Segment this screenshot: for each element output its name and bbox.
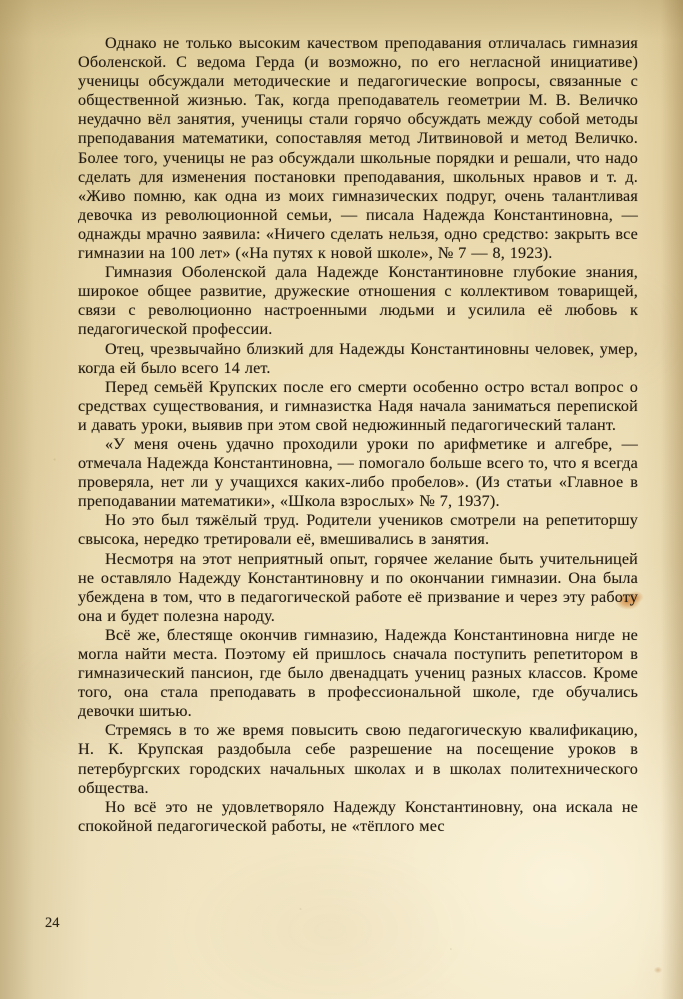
paragraph: Но всё это не удовлетворяло Надежду Константиновну, она искала не спокойной педагогической работы, не «тёплого мес [78,797,638,835]
paragraph: Однако не только высоким качеством преподавания отличалась гимназия Оболенской. С ведома Герда (и возможно, по его негласной инициативе) ученицы обсуждали методические и педагогические вопросы, связанные с общественной жизнью. Так, когда преподаватель геометрии М. В. Величко неудачно вёл занятия, ученицы стали горячо обсуждать между собой методы преподавания математики, сопоставляя метод Литвиновой и метод Величко. Более того, ученицы не раз обсуждали школьные порядки и решали, что надо сделать для изменения постановки преподавания, школьных нравов и т. д. «Живо помню, как одна из моих гимназических подруг, очень талантливая девочка из революционной семьи, — писала Надежда Константиновна, — однажды мрачно заявила: «Ничего сделать нельзя, одно средство: закрыть все гимназии на 100 лет» («На путях к новой школе», № 7 — 8, 1923). [78,34,638,263]
page-text-block [78,34,638,836]
paragraph: Но это был тяжёлый труд. Родители учеников смотрели на репетиторшу свысока, нередко третировали её, вмешивались в занятия. [78,511,638,549]
paragraph: Несмотря на этот неприятный опыт, горячее желание быть учительницей не оставляло Надежду Константиновну и по окончании гимназии. Она была убеждена в том, что в педагогической работе её призвание и через эту работу она и будет полезна народу. [78,549,638,625]
paragraph: «У меня очень удачно проходили уроки по арифметике и алгебре, — отмечала Надежда Константиновна, — помогало больше всего то, что я всегда проверяла, нет ли у учащихся каких-либо пробелов». (Из статьи «Главное в преподавании математики», «Школа взрослых» № 7, 1937). [78,434,638,511]
page-number: 24 [45,915,60,931]
paragraph: Перед семьёй Крупских после его смерти особенно остро встал вопрос о средствах существования, и гимназистка Надя начала заниматься перепиской и давать уроки, выявив при этом свой недюжинный педагогический талант. [78,377,638,434]
paragraph: Всё же, блестяще окончив гимназию, Надежда Константиновна нигде не могла найти места. Поэтому ей пришлось сначала поступить репетитором в гимназический пансион, где было двенадцать учениц разных классов. Кроме того, она стала преподавать в профессиональной школе, где обучались девочки шитью. [78,625,638,721]
page-edge-shading [661,0,683,999]
paragraph: Стремясь в то же время повысить свою педагогическую квалификацию, Н. К. Крупская раздобыла себе разрешение на посещение уроков в петербургских городских начальных школах и в школах политехнического общества. [78,721,638,797]
paragraph: Отец, чрезвычайно близкий для Надежды Константиновны человек, умер, когда ей было всего 14 лет. [78,339,638,377]
paragraph: Гимназия Оболенской дала Надежде Константиновне глубокие знания, широкое общее развитие, дружеские отношения с коллективом товарищей, связи с революционно настроенными людьми и усилила её любовь к педагогической профессии. [78,263,638,339]
